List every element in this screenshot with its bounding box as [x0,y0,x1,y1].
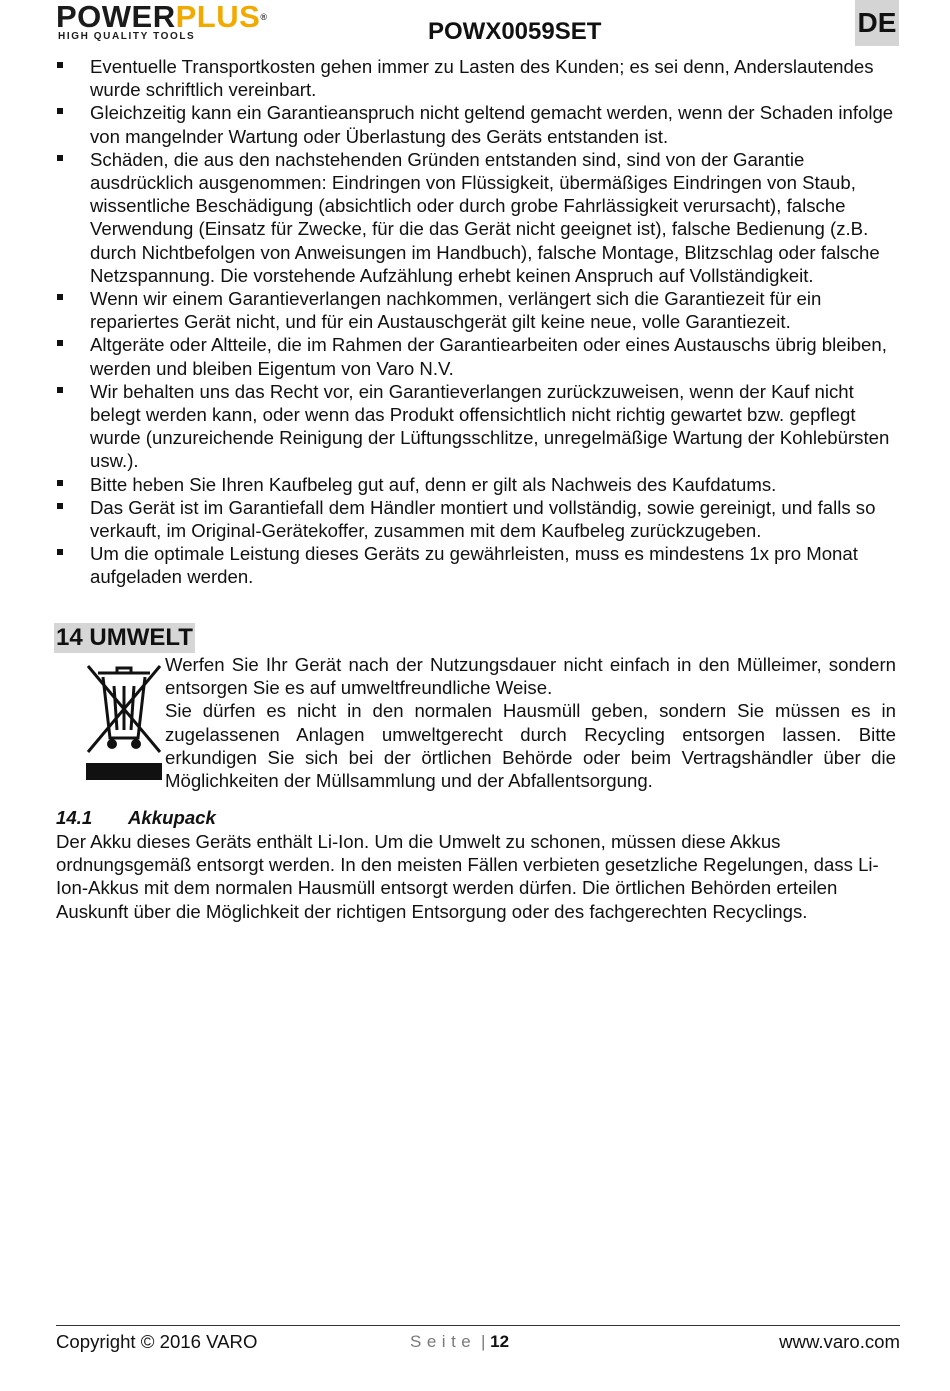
subsection-number: 14.1 [56,807,93,828]
section-heading-environment: 14 UMWELT [56,624,193,651]
footer-website: www.varo.com [779,1331,900,1352]
registered-mark: ® [260,12,268,22]
page-label: Seite [410,1332,477,1351]
list-item-text: Wenn wir einem Garantieverlangen nachkommen, verlängert sich die Garantiezeit für ein repariertes Gerät nicht, und für ein Austauschgerät gilt keine neue, volle Garantiezeit. [90,288,822,333]
list-item [56,101,902,147]
list-item [56,55,902,101]
list-item-text: Eventuelle Transportkosten gehen immer zu Lasten des Kunden; es sei denn, Anderslautendes wurde schriftlich vereinbart. [90,56,874,101]
language-badge: DE [855,0,899,46]
page-number: 12 [490,1332,510,1351]
list-item [56,287,902,333]
list-item-text: Gleichzeitig kann ein Garantieanspruch nicht geltend gemacht werden, wenn der Schaden infolge von mangelnder Wartung oder Überlastung des Geräts entstanden ist. [90,102,894,147]
bullet-square-icon [57,155,63,161]
warranty-bullet-list [56,55,902,589]
list-item-text: Das Gerät ist im Garantiefall dem Händler montiert und vollständig, sowie gereinigt, und falls so verkauft, im Original-Gerätekoffer, zusammen mit dem Kaufbeleg zurückzugeben. [90,496,876,542]
list-item-text: Schäden, die aus den nachstehenden Gründen entstanden sind, sind von der Garantie ausdrücklich ausgenommen: Eindringen von Flüssigkeit, übermäßiges Eindringen von Staub, wissentliche Beschädigung (absichtlich oder durch grobe Fahrlässigkeit verursacht), falsche Verwendung (Einsatz für Zwecke, für die das Gerät nicht geeignet ist), falsche Bedienung (z.B. durch Nichtbefolgen von Anweisungen im Handbuch), falsche Montage, Blitzschlag oder falsche Netzspannung. Die vorstehende Aufzählung erhebt keinen Anspruch auf Vollständigkeit. [90,148,880,286]
list-item [56,473,902,496]
bullet-square-icon [57,294,63,300]
bullet-square-icon [57,503,63,509]
list-item-text: Altgeräte oder Altteile, die im Rahmen der Garantiearbeiten oder eines Austauschs übrig bleiben, werden und bleiben Eigentum von Varo N.V. [90,334,887,379]
model-number: POWX0059SET [428,18,602,45]
bullet-square-icon [57,62,63,68]
list-item-text: Bitte heben Sie Ihren Kaufbeleg gut auf, denn er gilt als Nachweis des Kaufdatums. [90,473,777,495]
subsection-title: Akkupack [128,807,216,828]
brand-word-power: POWER [56,0,176,34]
list-item-text: Wir behalten uns das Recht vor, ein Garantieverlangen zurückzuweisen, wenn der Kauf nicht belegt werden kann, oder wenn das Produkt offensichtlich nicht richtig gewartet bzw. gepflegt wurde (unzureichende Reinigung der Lüftungsschlitze, unregelmäßige Wartung der Kohlebürsten usw.). [90,380,890,472]
environment-paragraph: Sie dürfen es nicht in den normalen Hausmüll geben, sondern Sie müssen es in zugelassenen Anlagen umweltgerecht durch Recycling entsorgen lassen. Bitte erkundigen Sie sich bei der örtlichen Behörde oder beim Vertragshändler über die Möglichkeiten der Müllsammlung und der Abfallentsorgung. [165,700,896,792]
bullet-square-icon [57,549,63,555]
list-item [56,542,902,588]
subsection-heading-battery [56,806,216,829]
list-item [56,380,902,473]
list-item [56,496,902,542]
environment-paragraph: Werfen Sie Ihr Gerät nach der Nutzungsdauer nicht einfach in den Mülleimer, sondern entsorgen Sie es auf umweltfreundliche Weise. [165,654,896,699]
brand-word-plus: PLUS [175,0,261,34]
bullet-square-icon [57,108,63,114]
brand-logo [56,2,306,44]
list-item-text: Um die optimale Leistung dieses Geräts zu gewährleisten, muss es mindestens 1x pro Monat aufgeladen werden. [90,543,858,588]
brand-tagline: HIGH QUALITY TOOLS [58,31,196,42]
bullet-square-icon [57,387,63,393]
environment-text [165,653,896,792]
bullet-square-icon [57,480,63,486]
brand-wordmark [56,0,267,34]
footer-copyright: Copyright © 2016 VARO [56,1331,258,1352]
battery-paragraph: Der Akku dieses Geräts enthält Li-Ion. Um die Umwelt zu schonen, müssen diese Akkus ordnungsgemäß entsorgt werden. In den meisten Fällen verbieten gesetzliche Regelungen, dass Li-Ion-Akkus mit dem normalen Hausmüll entsorgt werden dürfen. Die örtlichen Behörden erteilen Auskunft über die Möglichkeit der richtigen Entsorgung oder des fachgerechten Recyclings. [56,831,879,922]
footer-divider [56,1325,900,1326]
list-item [56,333,902,379]
list-item [56,148,902,287]
page-separator: | [480,1332,486,1351]
footer-page-indicator [410,1332,509,1352]
bullet-square-icon [57,340,63,346]
crossed-out-wheelie-bin-icon [84,660,164,782]
